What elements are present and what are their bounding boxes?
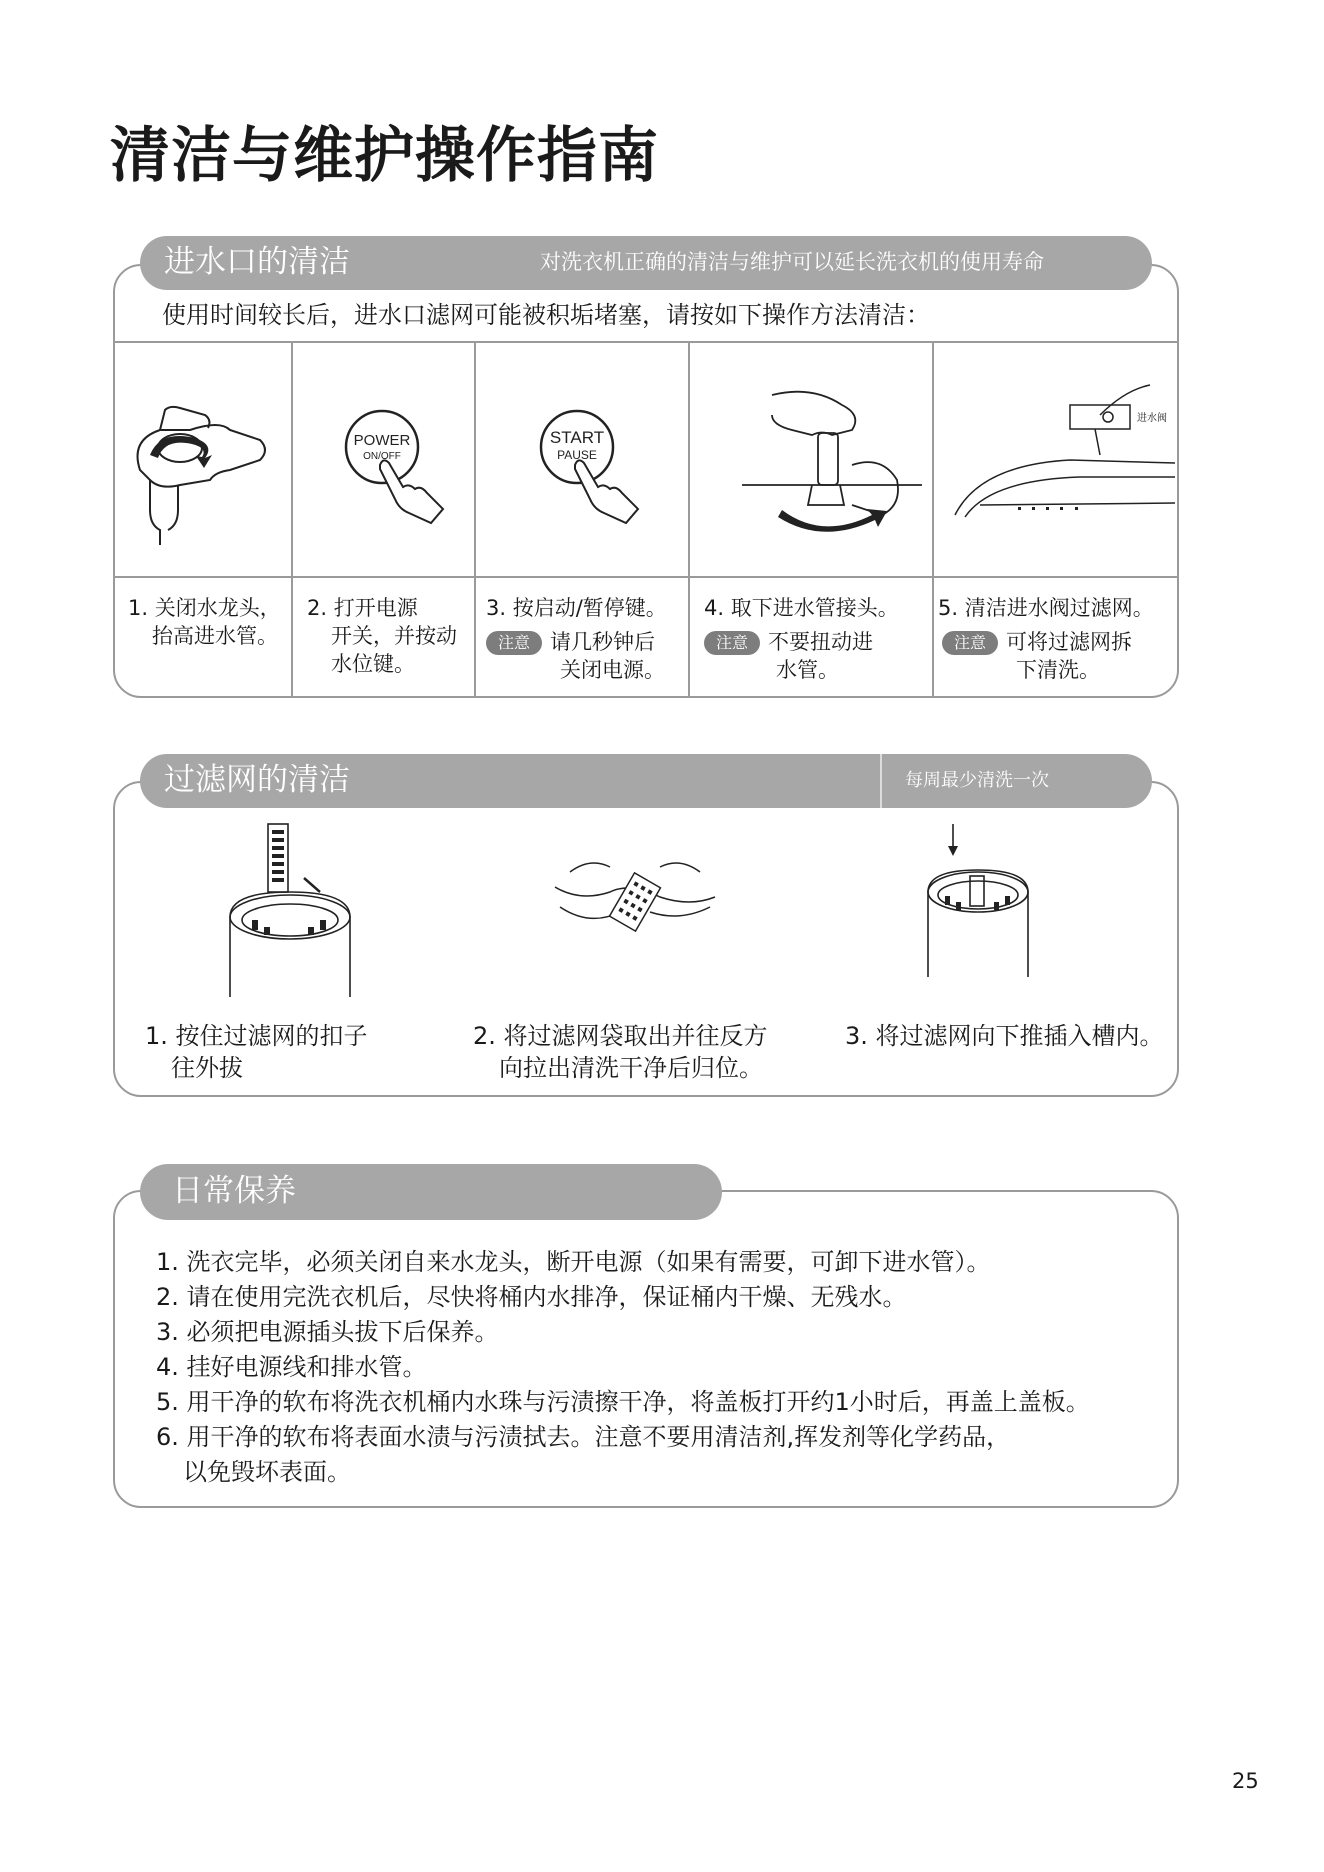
filter-pull-illustration (220, 822, 360, 1002)
list-item: 4. 挂好电源线和排水管。 (156, 1353, 427, 1381)
divider (113, 341, 1179, 343)
power-label: POWER (353, 432, 411, 449)
divider (474, 342, 476, 698)
divider (688, 342, 690, 698)
filter-step-1: 1. 按住过滤网的扣子 往外拔 (145, 1022, 368, 1082)
divider (291, 342, 293, 698)
list-item: 5. 用干净的软布将洗衣机桶内水珠与污渍擦干净，将盖板打开约1小时后，再盖上盖板。 (156, 1388, 1090, 1416)
pause-label: PAUSE (557, 448, 597, 462)
page-title: 清洁与维护操作指南 (110, 121, 659, 191)
faucet-illustration (120, 400, 280, 550)
start-pause-button-illustration (530, 405, 660, 535)
list-item: 2. 请在使用完洗衣机后，尽快将桶内水排净，保证桶内干燥、无残水。 (156, 1283, 907, 1311)
section-inlet-intro: 使用时间较长后，进水口滤网可能被积垢堵塞，请按如下操作方法清洁： (162, 301, 930, 329)
filter-insert-illustration (920, 822, 1040, 982)
section-daily-title: 日常保养 (172, 1173, 296, 1209)
inlet-step-4: 4. 取下进水管接头。 注意 不要扭动进 水管。 (704, 596, 899, 682)
list-item: 6. 用干净的软布将表面水渍与污渍拭去。注意不要用清洁剂,挥发剂等化学药品， (156, 1423, 1011, 1451)
divider (113, 576, 1179, 578)
list-item: 3. 必须把电源插头拔下后保养。 (156, 1318, 499, 1346)
inlet-step-3: 3. 按启动/暂停键。 注意 请几秒钟后 关闭电源。 (486, 596, 667, 682)
note-badge: 注意 (486, 631, 542, 655)
divider (932, 342, 934, 698)
power-button-illustration (335, 405, 465, 535)
hose-removal-illustration (732, 385, 922, 545)
filter-step-3: 3. 将过滤网向下推插入槽内。 (845, 1022, 1164, 1050)
power-sub-label: ON/OFF (363, 451, 401, 462)
inlet-valve-illustration (950, 385, 1175, 525)
section-inlet-banner (140, 236, 1152, 290)
page-number: 25 (1232, 1769, 1259, 1793)
section-inlet-title: 进水口的清洁 (164, 244, 350, 280)
section-inlet-subtitle: 对洗衣机正确的清洁与维护可以延长洗衣机的使用寿命 (540, 250, 1044, 274)
section-filter-subtitle: 每周最少清洗一次 (905, 770, 1049, 791)
inlet-valve-label: 进水阀 (1137, 413, 1167, 424)
filter-step-2: 2. 将过滤网袋取出并往反方 向拉出清洗干净后归位。 (473, 1022, 768, 1082)
note-badge: 注意 (704, 631, 760, 655)
start-label: START (549, 428, 605, 447)
section-filter-banner (140, 754, 1152, 808)
note-badge: 注意 (942, 631, 998, 655)
inlet-step-1: 1. 关闭水龙头， 抬高进水管。 (128, 596, 281, 648)
list-item: 1. 洗衣完毕，必须关闭自来水龙头，断开电源（如果有需要，可卸下进水管）。 (156, 1248, 991, 1276)
section-filter-title: 过滤网的清洁 (164, 762, 350, 798)
section-daily-banner (140, 1164, 722, 1220)
inlet-step-2: 2. 打开电源 开关，并按动 水位键。 (307, 596, 457, 676)
list-item: 以免毁坏表面。 (183, 1458, 351, 1486)
inlet-step-5: 5. 清洁进水阀过滤网。 注意 可将过滤网拆 下清洗。 (938, 596, 1154, 682)
daily-care-list (156, 1245, 1090, 1490)
filter-wash-illustration (550, 852, 720, 952)
